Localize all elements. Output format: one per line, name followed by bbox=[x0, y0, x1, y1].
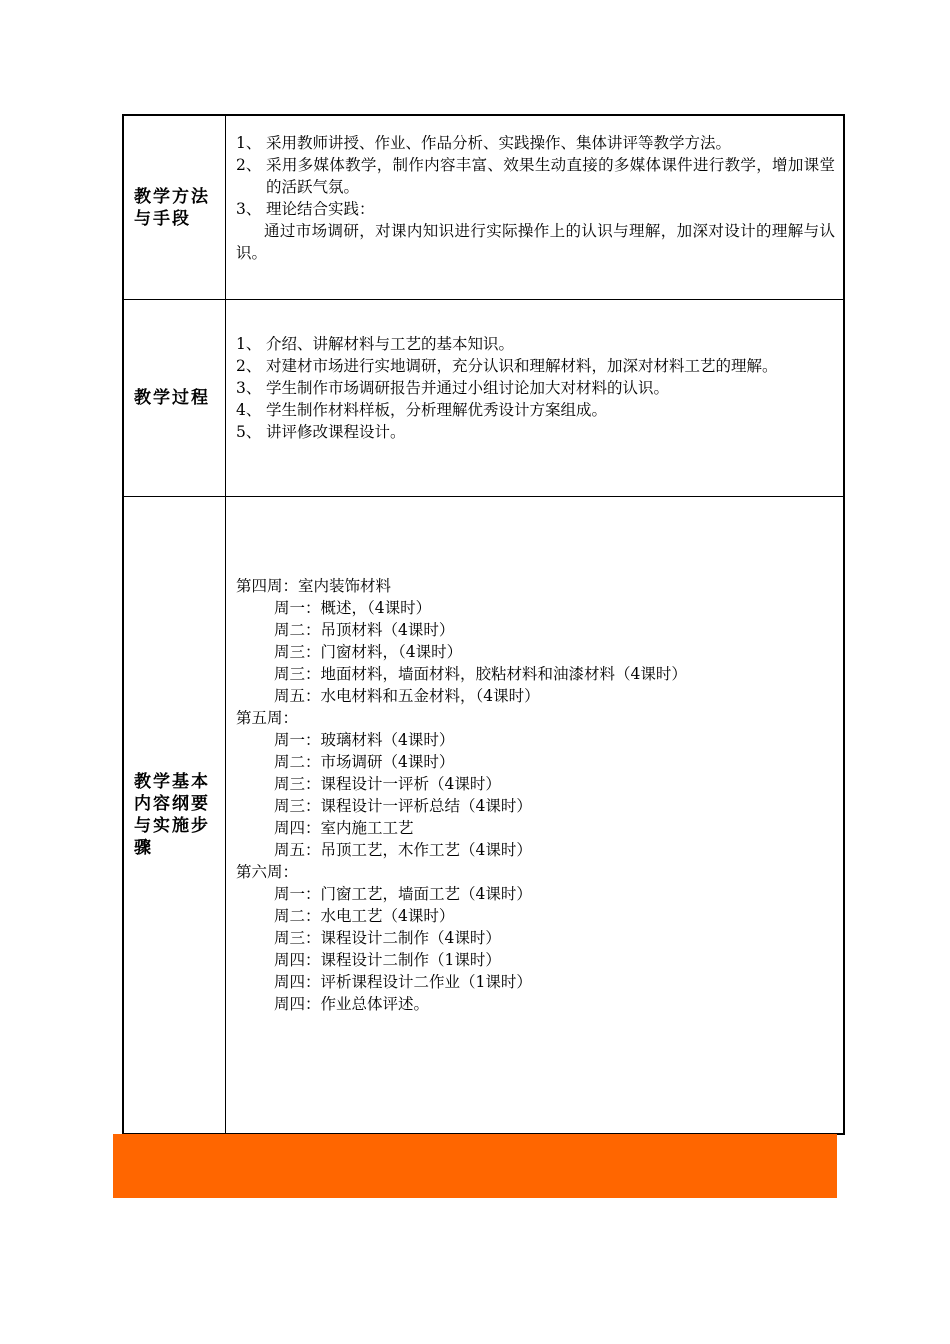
schedule-line: 周一：概述，（4课时） bbox=[274, 599, 432, 617]
schedule-line: 周二：水电工艺（4课时） bbox=[274, 907, 455, 925]
item-text: 采用多媒体教学，制作内容丰富、效果生动直接的多媒体课件进行教学，增加课堂的活跃气氛。 bbox=[266, 156, 835, 196]
item-text: 对建材市场进行实地调研，充分认识和理解材料，加深对材料工艺的理解。 bbox=[266, 357, 778, 375]
process-label: 教学过程 bbox=[124, 300, 226, 496]
item-number: 1、 bbox=[236, 335, 262, 353]
orange-footer-bar bbox=[113, 1134, 837, 1198]
schedule-line: 周三：课程设计一评析总结（4课时） bbox=[274, 797, 532, 815]
methods-row bbox=[124, 116, 843, 300]
item-number: 2、 bbox=[236, 357, 262, 375]
syllabus-table bbox=[122, 114, 845, 1135]
schedule-line: 周二：吊顶材料（4课时） bbox=[274, 621, 455, 639]
schedule-line: 周四：作业总体评述。 bbox=[274, 995, 430, 1013]
list-item bbox=[236, 399, 835, 421]
process-content bbox=[226, 300, 843, 496]
item-text: 介绍、讲解材料与工艺的基本知识。 bbox=[266, 335, 515, 353]
item-number: 3、 bbox=[236, 379, 262, 397]
item-text: 讲评修改课程设计。 bbox=[266, 423, 406, 441]
schedule-line: 周三：课程设计一评析（4课时） bbox=[274, 775, 501, 793]
week-title: 第四周：室内装饰材料 bbox=[236, 577, 392, 595]
item-number: 3、 bbox=[236, 200, 262, 218]
schedule-line: 周三：课程设计二制作（4课时） bbox=[274, 929, 501, 947]
schedule-line: 周四：室内施工工艺 bbox=[274, 819, 414, 837]
week-title: 第五周： bbox=[236, 709, 299, 727]
list-item bbox=[236, 333, 835, 355]
item-text: 学生制作市场调研报告并通过小组讨论加大对材料的认识。 bbox=[266, 379, 670, 397]
schedule-line: 周三：门窗材料，（4课时） bbox=[274, 643, 463, 661]
schedule-line: 周一：玻璃材料（4课时） bbox=[274, 731, 455, 749]
schedule-line: 周五：吊顶工艺，木作工艺（4课时） bbox=[274, 841, 532, 859]
item-text: 学生制作材料样板，分析理解优秀设计方案组成。 bbox=[266, 401, 608, 419]
item-number: 4、 bbox=[236, 401, 262, 419]
item-text: 理论结合实践： bbox=[266, 200, 375, 218]
schedule-line: 周一：门窗工艺，墙面工艺（4课时） bbox=[274, 885, 532, 903]
list-item bbox=[236, 355, 835, 377]
methods-content bbox=[226, 116, 843, 299]
list-item bbox=[236, 154, 835, 198]
week-title: 第六周： bbox=[236, 863, 299, 881]
list-item bbox=[236, 421, 835, 443]
process-row bbox=[124, 300, 843, 497]
outline-content bbox=[226, 497, 843, 1133]
list-item bbox=[236, 132, 835, 154]
methods-paragraph: 通过市场调研，对课内知识进行实际操作上的认识与理解，加深对设计的理解与认识。 bbox=[236, 222, 835, 262]
outline-row bbox=[124, 497, 843, 1133]
methods-label: 教学方法与手段 bbox=[124, 116, 226, 299]
item-number: 1、 bbox=[236, 134, 262, 152]
schedule-line: 周四：课程设计二制作（1课时） bbox=[274, 951, 501, 969]
item-text: 采用教师讲授、作业、作品分析、实践操作、集体讲评等教学方法。 bbox=[266, 134, 732, 152]
outline-label: 教学基本内容纲要与实施步骤 bbox=[124, 497, 226, 1133]
item-number: 2、 bbox=[236, 156, 262, 174]
list-item bbox=[236, 377, 835, 399]
schedule-line: 周三：地面材料，墙面材料，胶粘材料和油漆材料（4课时） bbox=[274, 665, 687, 683]
list-item bbox=[236, 198, 835, 220]
item-number: 5、 bbox=[236, 423, 262, 441]
schedule-line: 周四：评析课程设计二作业（1课时） bbox=[274, 973, 532, 991]
schedule-line: 周二：市场调研（4课时） bbox=[274, 753, 455, 771]
schedule-line: 周五：水电材料和五金材料，（4课时） bbox=[274, 687, 540, 705]
